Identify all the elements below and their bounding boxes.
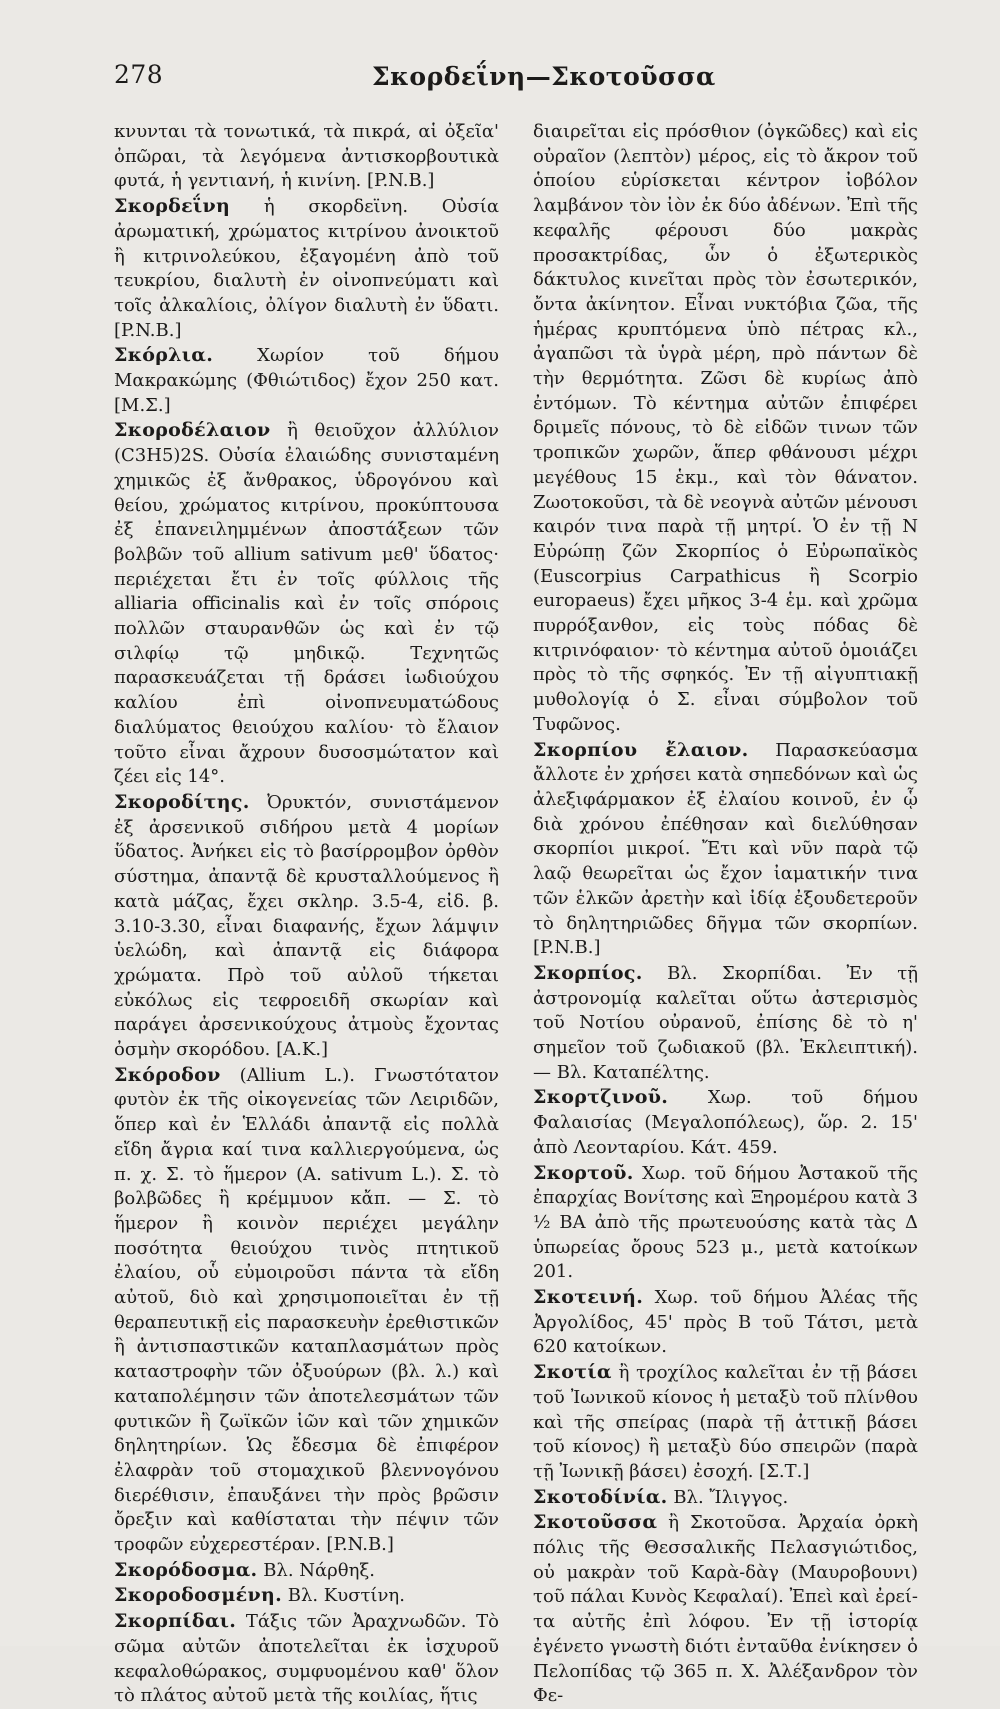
running-title: Σκορδεΐνη—Σκοτοῦσσα xyxy=(372,62,716,91)
entry-headword: Σκορδεΐνη xyxy=(114,195,231,218)
entry-headword: Σκορόδοσμα. xyxy=(114,1558,258,1581)
dictionary-entry xyxy=(533,120,918,738)
entry-text: Τάξις τῶν Ἀραχνωδῶν. Τὸ σῶμα αὐτῶν ἀποτελεῖται ἐκ ἰσχυροῦ κεφαλοθώρακος, συμφυομένου καθ' ὅλον τὸ πλάτος αὐτοῦ μετὰ τῆς κοιλίας, ἥτις xyxy=(114,1611,499,1707)
entry-text: Ὀρυκτόν, συνιστάμενον ἐξ ἀρσενικοῦ σιδήρου μετὰ 4 μορίων ὕδατος. Ἀνήκει εἰς τὸ βασίρρομβον ὀρθὸν σύστημα, ἀπαντᾷ δὲ κρυσταλλούμενος ἢ κατὰ μάζας, ἔχει σκληρ. 3.5-4, εἰδ. β. 3.10-3.30, εἶναι διαφανής, ἔχων λάμψιν ὑελώδη, καὶ ἀπαντᾷ εἰς διάφορα χρώματα. Πρὸ τοῦ αὐλοῦ τήκεται εὐκόλως εἰς τεφροειδῆ σκωρίαν καὶ παράγει ἀρσενικούχους ἀτμοὺς ἔχοντας ὀσμὴν σκορόδου. [Α.Κ.] xyxy=(114,791,499,1061)
entry-text: Παρασκεύασμα ἄλλοτε ἐν χρήσει κατὰ σηπεδόνων καὶ ὡς ἀλεξιφάρμακον ἐξ ἐλαίου κοινοῦ, ἐν ᾧ διὰ χρόνου ἐπέθησαν καὶ διελύθησαν σκορπίοι μικροί. Ἔτι καὶ νῦν παρὰ τῷ λαῷ θεωρεῖται ὡς ἔχον ἰαματικήν τινα τῶν ἑλκῶν ἀρετὴν καὶ ἰδίᾳ ἐξουδετεροῦν τὸ δηλητηριῶδες δῆγμα τῶν σκορπίων. [P.N.B.] xyxy=(533,739,918,959)
entry-headword: Σκοροδοσμένη. xyxy=(114,1584,282,1607)
entry-text: Βλ. Σκορπίδαι. Ἐν τῇ ἀστρονομίᾳ καλεῖται οὕτω ἀστερισμὸς τοῦ Νοτίου οὐρανοῦ, ἐπίσης δὲ τὸ η' σημεῖον τοῦ ζωδιακοῦ (βλ. Ἐκλειπτική). — Βλ. Καταπέλτης. xyxy=(533,962,918,1083)
entry-text: ἡ σκορδεϊνη. Οὐσία ἀρωματική, χρώματος κιτρίνου ἀνοικτοῦ ἢ κιτρινολεύκου, ἐξαγομένη ἀπὸ τοῦ τευκρίου, διαλυτὴ ἐν οἰνοπνεύματι καὶ τοῖς ἀλκαλίοις, ὀλίγον διαλυτὴ ἐν ὕδατι. [P.N.B.] xyxy=(114,196,499,341)
dictionary-entry xyxy=(114,790,499,1063)
entry-text: Χωρ. τοῦ δήμου Ἀστακοῦ τῆς ἐπαρχίας Βονίτσης καὶ Ξηρομέρου κατὰ 3 ½ ΒΑ ἀπὸ τῆς πρωτευούσης κατὰ τὰς Δ ὑπωρείας ὄρους 523 μ., μετὰ κατοίκων 201. xyxy=(533,1162,918,1283)
dictionary-entry xyxy=(114,1609,499,1709)
dictionary-entry xyxy=(533,738,918,961)
dictionary-entry xyxy=(114,343,499,418)
entry-text: κνυνται τὰ τονωτικά, τὰ πικρά, αἱ ὀξεῖα' ὀπῶραι, τὰ λεγόμενα ἀντισκορβουτικὰ φυτά, ἡ γεντιανή, ἡ κινίνη. [P.N.B.] xyxy=(114,121,499,192)
entry-headword: Σκοτοδίνία. xyxy=(533,1485,668,1508)
entry-text: Χωρ. τοῦ δήμου Ἀλέας τῆς Ἀργολίδος, 45' πρὸς Β τοῦ Τάτσι, μετὰ 620 κατοίκων. xyxy=(533,1287,918,1358)
dictionary-entry xyxy=(533,1161,918,1286)
left-column xyxy=(114,120,499,1709)
entry-text: Χωρ. τοῦ δήμου Φαλαισίας (Μεγαλοπόλεως), ὥρ. 2. 15' ἀπὸ Λεονταρίου. Κάτ. 459. xyxy=(533,1087,918,1158)
dictionary-entry xyxy=(533,1485,918,1511)
dictionary-entry xyxy=(114,120,499,194)
entry-headword: Σκοτία xyxy=(533,1361,612,1384)
entry-headword: Σκοροδίτης. xyxy=(114,790,250,813)
dictionary-entry xyxy=(533,1510,918,1709)
entry-text: Βλ. Κυστίνη. xyxy=(287,1585,405,1607)
entry-text: ἢ θειοῦχον ἀλλύλιον (C3H5)2S. Οὐσία ἐλαιώδης συνισταμένη χημικῶς ἐξ ἄνθρακος, ὑδρογόνου καὶ θείου, χρώματος κιτρίνου, προκύπτουσα ἐξ ἐπανειλημμένων ἀποστάξεων τῶν βολβῶν τοῦ allium sativum μεθ' ὕδατος· περιέχεται ἔτι ἐν τοῖς φύλλοις τῆς alliaria officinalis καὶ ἐν τοῖς σπόροις πολλῶν σταυρανθῶν ὡς καὶ ἐν τῷ σιλφίῳ τῷ μηδικῷ. Τεχνητῶς παρασκευάζεται τῇ δράσει ἰωδιούχου καλίου ἐπὶ οἰνοπνευματώδους διαλύματος θειούχου καλίου· τὸ ἔλαιον τοῦτο εἶναι ἄχρουν δυσοσμώτατον καὶ ζέει εἰς 14°. xyxy=(114,420,499,788)
entry-headword: Σκορπίου ἔλαιον. xyxy=(533,738,749,761)
dictionary-entry xyxy=(114,194,499,343)
dictionary-entry xyxy=(114,1063,499,1558)
entry-headword: Σκορπίος. xyxy=(533,961,643,984)
entry-text: διαιρεῖται εἰς πρόσθιον (ὀγκῶδες) καὶ εἰς οὐραῖον (λεπτὸν) μέρος, εἰς τὸ ἄκρον τοῦ ὁποίου εὑρίσκεται κέντρον ἰοβόλον λαμβάνον τὸν ἰὸν ἐκ δύο ἀδένων. Ἐπὶ τῆς κεφαλῆς φέρουσι δύο μακρὰς προσακτρίδας, ὧν ὁ ἐξωτερικὸς δάκτυλος κινεῖται πρὸς τὸν ἐσωτερικόν, ὄντα ἀκίνητον. Εἶναι νυκτόβια ζῶα, τῆς ἡμέρας κρυπτόμενα ὑπὸ πέτρας κλ., ἀγαπῶσι τὰ ὑγρὰ μέρη, πρὸ πάντων δὲ τὴν θερμότητα. Ζῶσι δὲ κυρίως ἀπὸ ἐντόμων. Τὸ κέντημα αὐτῶν ἐπιφέρει δριμεῖς πόνους, τὸ δὲ εἰδῶν τινων τῶν τροπικῶν χωρῶν, ἅπερ φθάνουσι μέχρι μεγέθους 15 ἑκμ., καὶ τὸν θάνατον. Ζωοτοκοῦσι, τὰ δὲ νεογνὰ αὐτῶν μένουσι καιρόν τινα παρὰ τῇ μητρί. Ὁ ἐν τῇ Ν Εὐρώπῃ ζῶν Σκορπίος ὁ Εὐρωπαϊκὸς (Euscorpius Carpathicus ἢ Scorpio europaeus) ἔχει μῆκος 3-4 ἑμ. καὶ χρῶμα πυρρόξανθον, εἰς τοὺς πόδας δὲ κιτρινόφαιον· τὸ κέντημα αὐτοῦ ὁμοιάζει πρὸς τὸ τῆς σφηκός. Ἐν τῇ αἰγυπτιακῇ μυθολογίᾳ ὁ Σ. εἶναι σύμβολον τοῦ Τυφῶνος. xyxy=(533,121,918,735)
entry-text: Βλ. Ἴλιγγος. xyxy=(673,1486,789,1508)
dictionary-entry xyxy=(533,1285,918,1360)
dictionary-entry xyxy=(533,961,918,1086)
dictionary-entry xyxy=(114,418,499,790)
entry-text: (Allium L.). Γνωστότατον φυτὸν ἐκ τῆς οἰκογενείας τῶν Λειριδῶν, ὅπερ καὶ ἐν Ἑλλάδι ἀπαντᾷ εἰς πολλὰ εἴδη ἄγρια καί τινα καλλιεργούμενα, ὡς π. χ. Σ. τὸ ἥμερον (A. sativum L.). Σ. τὸ βολβῶδες ἢ κρέμμυον κἄπ. — Σ. τὸ ἥμερον ἢ κοινὸν περιέχει μεγάλην ποσότητα θειούχου τινὸς πτητικοῦ ἐλαίου, οὗ εὐμοιροῦσι πάντα τὰ εἴδη αὐτοῦ, διὸ καὶ χρησιμοποιεῖται ἐν τῇ θεραπευτικῇ εἰς παρασκευὴν ἐρεθιστικῶν ἢ ἀντισπαστικῶν καταπλασμάτων πρὸς καταστροφὴν τῶν ὀξυούρων (βλ. λ.) καὶ καταπολέμησιν τῶν ἀποτελεσμάτων τῶν φυτικῶν ἢ ζωϊκῶν ἰῶν καὶ τῶν χημικῶν δηλητηρίων. Ὡς ἔδεσμα δὲ ἐπιφέρον ἐλαφρὰν τοῦ στομαχικοῦ βλεννογόνου διερέθισιν, ἐπαυξάνει τὴν πρὸς βρῶσιν ὄρεξιν καὶ καθίσταται τὴν πέψιν τῶν τροφῶν εὐχερεστέραν. [P.N.B.] xyxy=(114,1064,499,1556)
entry-headword: Σκορπίδαι. xyxy=(114,1610,237,1633)
dictionary-entry xyxy=(114,1583,499,1609)
entry-headword: Σκόροδον xyxy=(114,1063,221,1086)
entry-headword: Σκόρλια. xyxy=(114,344,214,367)
dictionary-entry xyxy=(114,1558,499,1584)
entry-headword: Σκορτζινοῦ. xyxy=(533,1086,669,1109)
right-column xyxy=(533,120,918,1709)
page-header xyxy=(0,60,1000,100)
entry-headword: Σκοροδέλαιον xyxy=(114,419,271,442)
page-number: 278 xyxy=(114,60,164,89)
dictionary-entry xyxy=(533,1360,918,1485)
dictionary-entry xyxy=(533,1085,918,1160)
entry-text: Χωρίον τοῦ δήμου Μακρακώμης (Φθιώτιδος) ἔχον 250 κατ. [Μ.Σ.] xyxy=(114,345,499,416)
column-gutter xyxy=(516,125,517,1485)
entry-headword: Σκορτοῦ. xyxy=(533,1161,634,1184)
entry-headword: Σκοτοῦσσα xyxy=(533,1511,658,1534)
entry-headword: Σκοτεινή. xyxy=(533,1286,644,1309)
entry-text: Βλ. Νάρθηξ. xyxy=(263,1559,376,1581)
entry-text: ἢ Σκοτοῦσα. Ἀρχαία ὀρκὴ πόλις τῆς Θεσσαλικῆς Πελασγιώτιδος, οὐ μακρὰν τοῦ Καρὰ-δὰγ (Μαυροβουνι) τοῦ πάλαι Κυνὸς Κεφαλαί). Ἐπεὶ καὶ ἐρεί-τα αὐτῆς ἐπὶ λόφου. Ἐν τῇ ἱστορίᾳ ἐγένετο γνωστὴ διότι ἐνταῦθα ἐνίκησεν ὁ Πελοπίδας τῷ 365 π. Χ. Ἀλέξανδρον τὸν Φε- xyxy=(533,1512,918,1707)
entry-text: ἢ τροχίλος καλεῖται ἐν τῇ βάσει τοῦ Ἰωνικοῦ κίονος ἡ μεταξὺ τοῦ πλίνθου καὶ τῆς σπείρας (παρὰ τῇ ἀττικῇ βάσει τοῦ κίονος) ἢ μεταξὺ δύο σπειρῶν (παρὰ τῇ Ἰωνικῇ βάσει) ἐσοχή. [Σ.Τ.] xyxy=(533,1362,918,1482)
